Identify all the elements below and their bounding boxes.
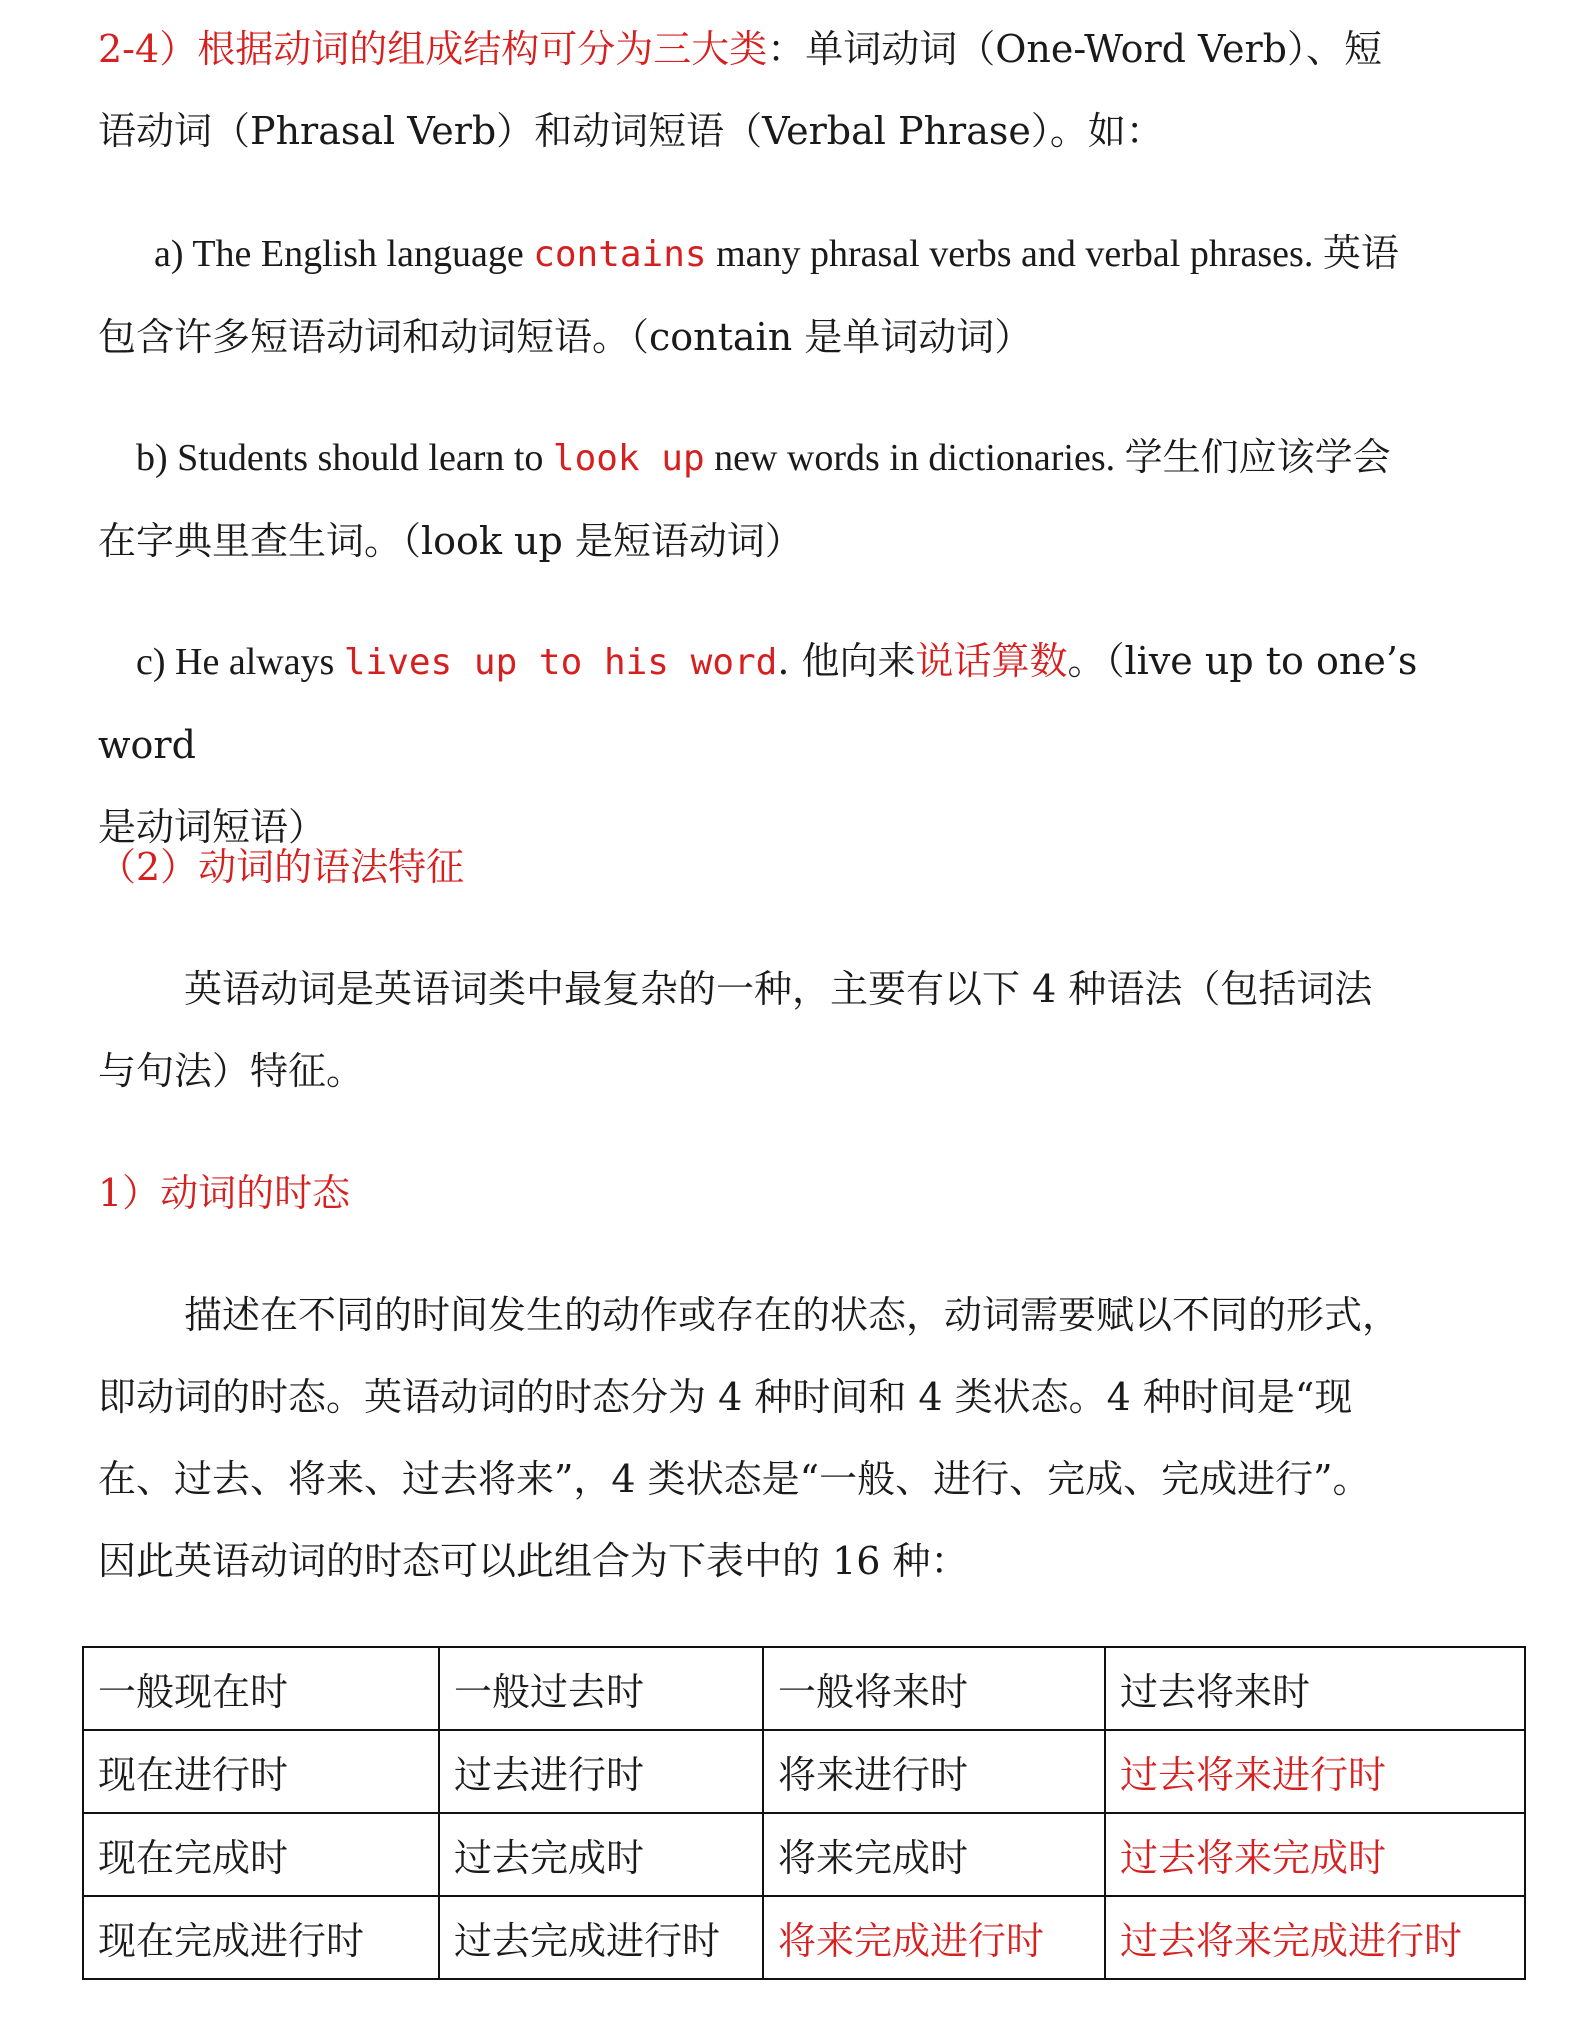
section2-body [98, 948, 1518, 1112]
example-b-highlight: look up [552, 438, 705, 479]
table-row [83, 1896, 1525, 1979]
table-cell: 一般现在时 [83, 1647, 439, 1730]
example-a-highlight: contains [533, 234, 707, 275]
tense-body-line4: 因此英语动词的时态可以此组合为下表中的 16 种： [98, 1539, 969, 1583]
example-c-mid: . 他向来 [777, 639, 916, 683]
section2-body-line1: 英语动词是英语词类中最复杂的一种，主要有以下 4 种语法（包括词法 [184, 967, 1373, 1011]
section2-heading: （2）动词的语法特征 [98, 845, 465, 889]
intro-heading: 2-4）根据动词的组成结构可分为三大类 [98, 27, 768, 71]
tense-heading: 1）动词的时态 [98, 1171, 351, 1215]
tense-body-line1: 描述在不同的时间发生的动作或存在的状态，动词需要赋以不同的形式， [184, 1293, 1401, 1337]
table-row [83, 1813, 1525, 1896]
table-cell-highlight: 将来完成进行时 [763, 1896, 1105, 1979]
table-cell: 现在进行时 [83, 1730, 439, 1813]
table-cell-highlight: 过去将来完成时 [1105, 1813, 1525, 1896]
section2-body-line2: 与句法）特征。 [98, 1049, 365, 1093]
intro-paragraph [98, 8, 1518, 172]
table-row [83, 1647, 1525, 1730]
intro-text-line1: 单词动词（One-Word Verb）、短 [805, 27, 1382, 71]
example-b-prefix: b) Students should learn to [136, 437, 553, 479]
tense-body-line2: 即动词的时态。英语动词的时态分为 4 种时间和 4 类状态。4 种时间是“现 [98, 1375, 1353, 1419]
example-a-line2: 包含许多短语动词和动词短语。（contain 是单词动词） [98, 315, 1033, 359]
tense-table [82, 1646, 1526, 1980]
table-cell: 现在完成进行时 [83, 1896, 439, 1979]
table-cell: 将来进行时 [763, 1730, 1105, 1813]
example-c-prefix: c) He always [136, 641, 344, 683]
table-row [83, 1730, 1525, 1813]
example-b [98, 416, 1518, 582]
table-cell: 过去进行时 [439, 1730, 763, 1813]
example-a [98, 212, 1518, 378]
table-cell-highlight: 过去将来进行时 [1105, 1730, 1525, 1813]
tense-body [98, 1274, 1518, 1602]
example-c-rest: 。（live up to one’s word [98, 639, 1418, 767]
example-a-rest: many phrasal verbs and verbal phrases. 英语 [706, 233, 1399, 275]
example-a-prefix: a) The English language [154, 233, 534, 275]
example-c-line2: 是动词短语） [98, 805, 327, 849]
table-cell: 过去完成进行时 [439, 1896, 763, 1979]
intro-text-line2: 语动词（Phrasal Verb）和动词短语（Verbal Phrase）。如： [98, 109, 1164, 153]
example-b-line2: 在字典里查生词。（look up 是短语动词） [98, 519, 803, 563]
table-cell-highlight: 过去将来完成进行时 [1105, 1896, 1525, 1979]
table-cell: 将来完成时 [763, 1813, 1105, 1896]
table-cell: 现在完成时 [83, 1813, 439, 1896]
table-cell: 一般将来时 [763, 1647, 1105, 1730]
table-cell: 一般过去时 [439, 1647, 763, 1730]
example-c-highlight-cn: 说话算数 [915, 639, 1068, 683]
intro-colon: ： [767, 27, 806, 71]
tense-body-line3: 在、过去、将来、过去将来”，4 类状态是“一般、进行、完成、完成进行”。 [98, 1457, 1371, 1501]
example-b-rest: new words in dictionaries. 学生们应该学会 [704, 437, 1391, 479]
table-cell: 过去完成时 [439, 1813, 763, 1896]
example-c-highlight: lives up to his word [343, 642, 778, 683]
table-cell: 过去将来时 [1105, 1647, 1525, 1730]
